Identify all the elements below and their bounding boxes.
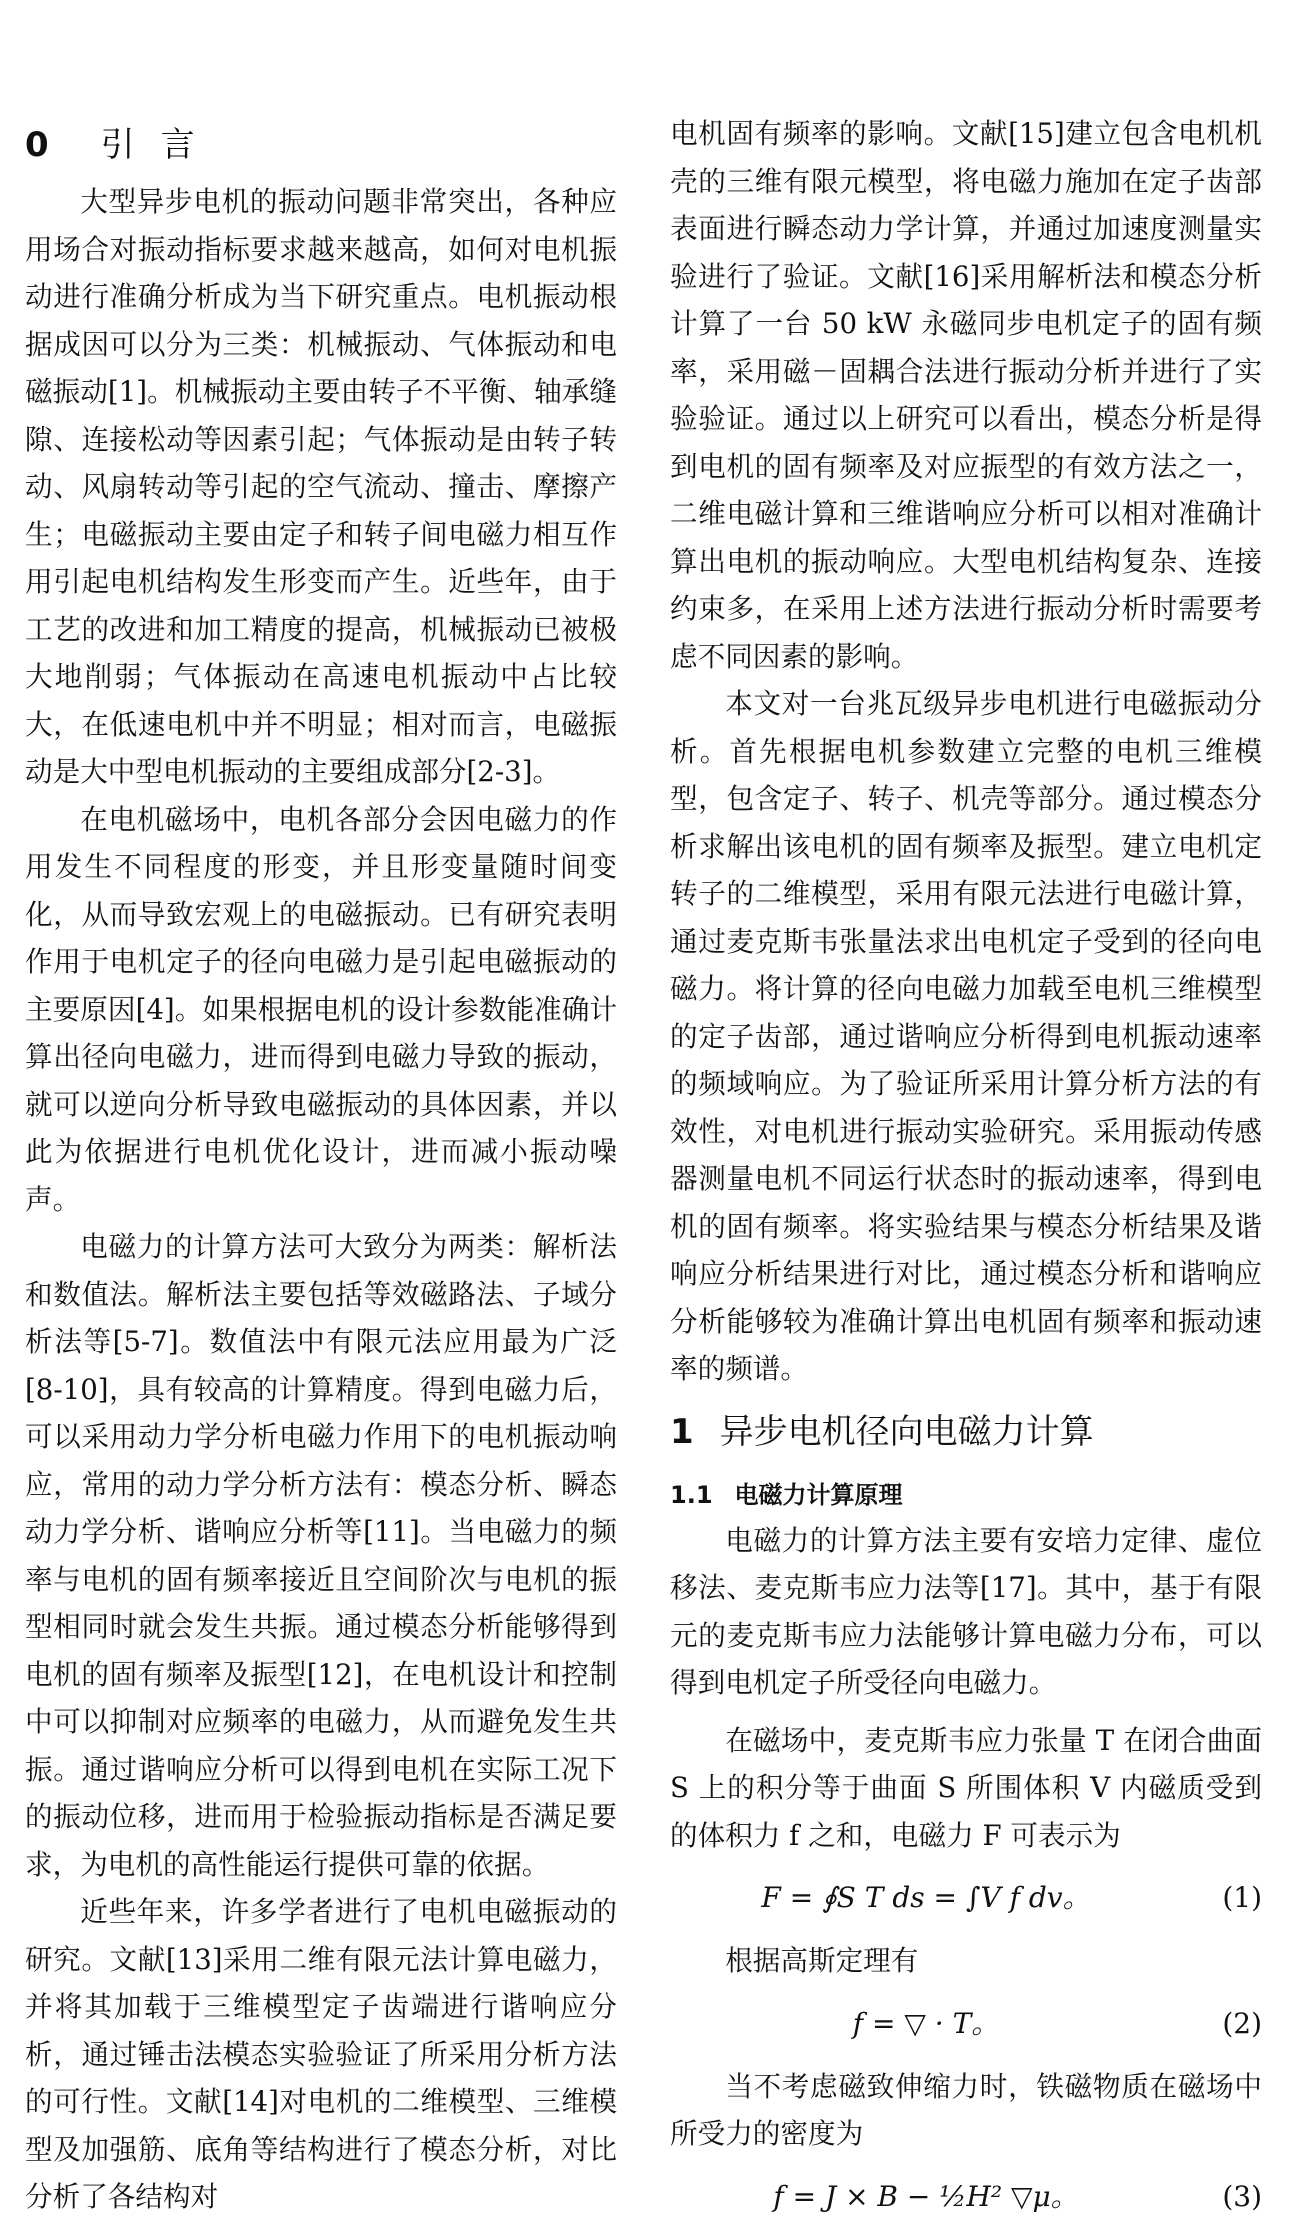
equation-body: F = ∮S T ds = ∫V f dv。 bbox=[761, 1881, 1091, 1914]
paragraph: 在电机磁场中，电机各部分会因电磁力的作用发生不同程度的形变，并且形变量随时间变化，从而导致宏观上的电磁振动。已有研究表明作用于电机定子的径向电磁力是引起电磁振动的主要原因[4]。如果根据电机的设计参数能准确计算出径向电磁力，进而得到电磁力导致的振动，就可以逆向分析导致电磁振动的具体因素，并以此为依据进行电机优化设计，进而减小振动噪声。 bbox=[25, 802, 617, 1216]
section-number: 1 bbox=[670, 1411, 694, 1452]
paragraph: 近些年来，许多学者进行了电机电磁振动的研究。文献[13]采用二维有限元法计算电磁力，并将其加载于三维模型定子齿端进行谐响应分析，通过锤击法模态实验验证了所采用分析方法的可行性。文献[14]对电机的二维模型、三维模型及加强筋、底角等结构进行了模态分析，对比分析了各结构对 bbox=[25, 1895, 617, 2213]
right-column bbox=[670, 110, 1262, 2236]
subsection-heading-1-1 bbox=[670, 1473, 1262, 1517]
equation-3 bbox=[670, 2158, 1262, 2236]
equation-body: f = ▽ · T。 bbox=[852, 2006, 1000, 2040]
paragraph: 电磁力的计算方法可大致分为两类：解析法和数值法。解析法主要包括等效磁路法、子域分析法等[5-7]。数值法中有限元法应用最为广泛[8-10]，具有较高的计算精度。得到电磁力后，可以采用动力学分析电磁力作用下的电机振动响应，常用的动力学分析方法有：模态分析、瞬态动力学分析、谐响应分析等[11]。当电磁力的频率与电机的固有频率接近且空间阶次与电机的振型相同时就会发生共振。通过模态分析能够得到电机的固有频率及振型[12]，在电机设计和控制中可以抑制对应频率的电磁力，从而避免发生共振。通过谐响应分析可以得到电机在实际工况下的振动位移，进而用于检验振动指标是否满足要求，为电机的高性能运行提供可靠的依据。 bbox=[25, 1230, 617, 1881]
equation-1 bbox=[670, 1859, 1262, 1937]
section-title: 异步电机径向电磁力计算 bbox=[719, 1411, 1094, 1452]
subsection-number: 1.1 bbox=[670, 1480, 713, 1509]
section-title: 引言 bbox=[100, 125, 221, 165]
section-number: 0 bbox=[25, 125, 75, 165]
paragraph: 电磁力的计算方法主要有安培力定律、虚位移法、麦克斯韦应力法等[17]。其中，基于有限元的麦克斯韦应力法能够计算电磁力分布，可以得到电机定子所受径向电磁力。 bbox=[670, 1523, 1262, 1699]
paragraph: 在磁场中，麦克斯韦应力张量 T 在闭合曲面 S 上的积分等于曲面 S 所围体积 V 内磁质受到的体积力 f 之和，电磁力 F 可表示为 bbox=[670, 1723, 1262, 1852]
equation-2 bbox=[670, 1985, 1262, 2063]
paragraph: 根据高斯定理有 bbox=[725, 1944, 919, 1977]
equation-number: (1) bbox=[1222, 1881, 1262, 1914]
paragraph: 当不考虑磁致伸缩力时，铁磁物质在磁场中所受力的密度为 bbox=[670, 2069, 1262, 2150]
section-heading-intro bbox=[25, 120, 617, 170]
equation-number: (3) bbox=[1222, 2179, 1262, 2213]
left-column bbox=[25, 120, 617, 2221]
equation-body: f = J × B − ½H² ▽μ。 bbox=[773, 2179, 1079, 2213]
equation-number: (2) bbox=[1222, 2006, 1262, 2040]
section-heading-1 bbox=[670, 1407, 1262, 1457]
paragraph: 大型异步电机的振动问题非常突出，各种应用场合对振动指标要求越来越高，如何对电机振动进行准确分析成为当下研究重点。电机振动根据成因可以分为三类：机械振动、气体振动和电磁振动[1]。机械振动主要由转子不平衡、轴承缝隙、连接松动等因素引起；气体振动是由转子转动、风扇转动等引起的空气流动、撞击、摩擦产生；电磁振动主要由定子和转子间电磁力相互作用引起电机结构发生形变而产生。近些年，由于工艺的改进和加工精度的提高，机械振动已被极大地削弱；气体振动在高速电机振动中占比较大，在低速电机中并不明显；相对而言，电磁振动是大中型电机振动的主要组成部分[2-3]。 bbox=[25, 185, 617, 788]
paragraph: 本文对一台兆瓦级异步电机进行电磁振动分析。首先根据电机参数建立完整的电机三维模型，包含定子、转子、机壳等部分。通过模态分析求解出该电机的固有频率及振型。建立电机定转子的二维模型，采用有限元法进行电磁计算，通过麦克斯韦张量法求出电机定子受到的径向电磁力。将计算的径向电磁力加载至电机三维模型的定子齿部，通过谐响应分析得到电机振动速率的频域响应。为了验证所采用计算分析方法的有效性，对电机进行振动实验研究。采用振动传感器测量电机不同运行状态时的振动速率，得到电机的固有频率。将实验结果与模态分析结果及谐响应分析结果进行对比，通过模态分析和谐响应分析能够较为准确计算出电机固有频率和振动速率的频谱。 bbox=[670, 687, 1262, 1385]
paragraph: 电机固有频率的影响。文献[15]建立包含电机机壳的三维有限元模型，将电磁力施加在定子齿部表面进行瞬态动力学计算，并通过加速度测量实验进行了验证。文献[16]采用解析法和模态分析计算了一台 50 kW 永磁同步电机定子的固有频率，采用磁－固耦合法进行振动分析并进行了实验验证。通过以上研究可以看出，模态分析是得到电机的固有频率及对应振型的有效方法之一，二维电磁计算和三维谐响应分析可以相对准确计算出电机的振动响应。大型电机结构复杂、连接约束多，在采用上述方法进行振动分析时需要考虑不同因素的影响。 bbox=[670, 117, 1262, 673]
subsection-title: 电磁力计算原理 bbox=[734, 1480, 903, 1509]
